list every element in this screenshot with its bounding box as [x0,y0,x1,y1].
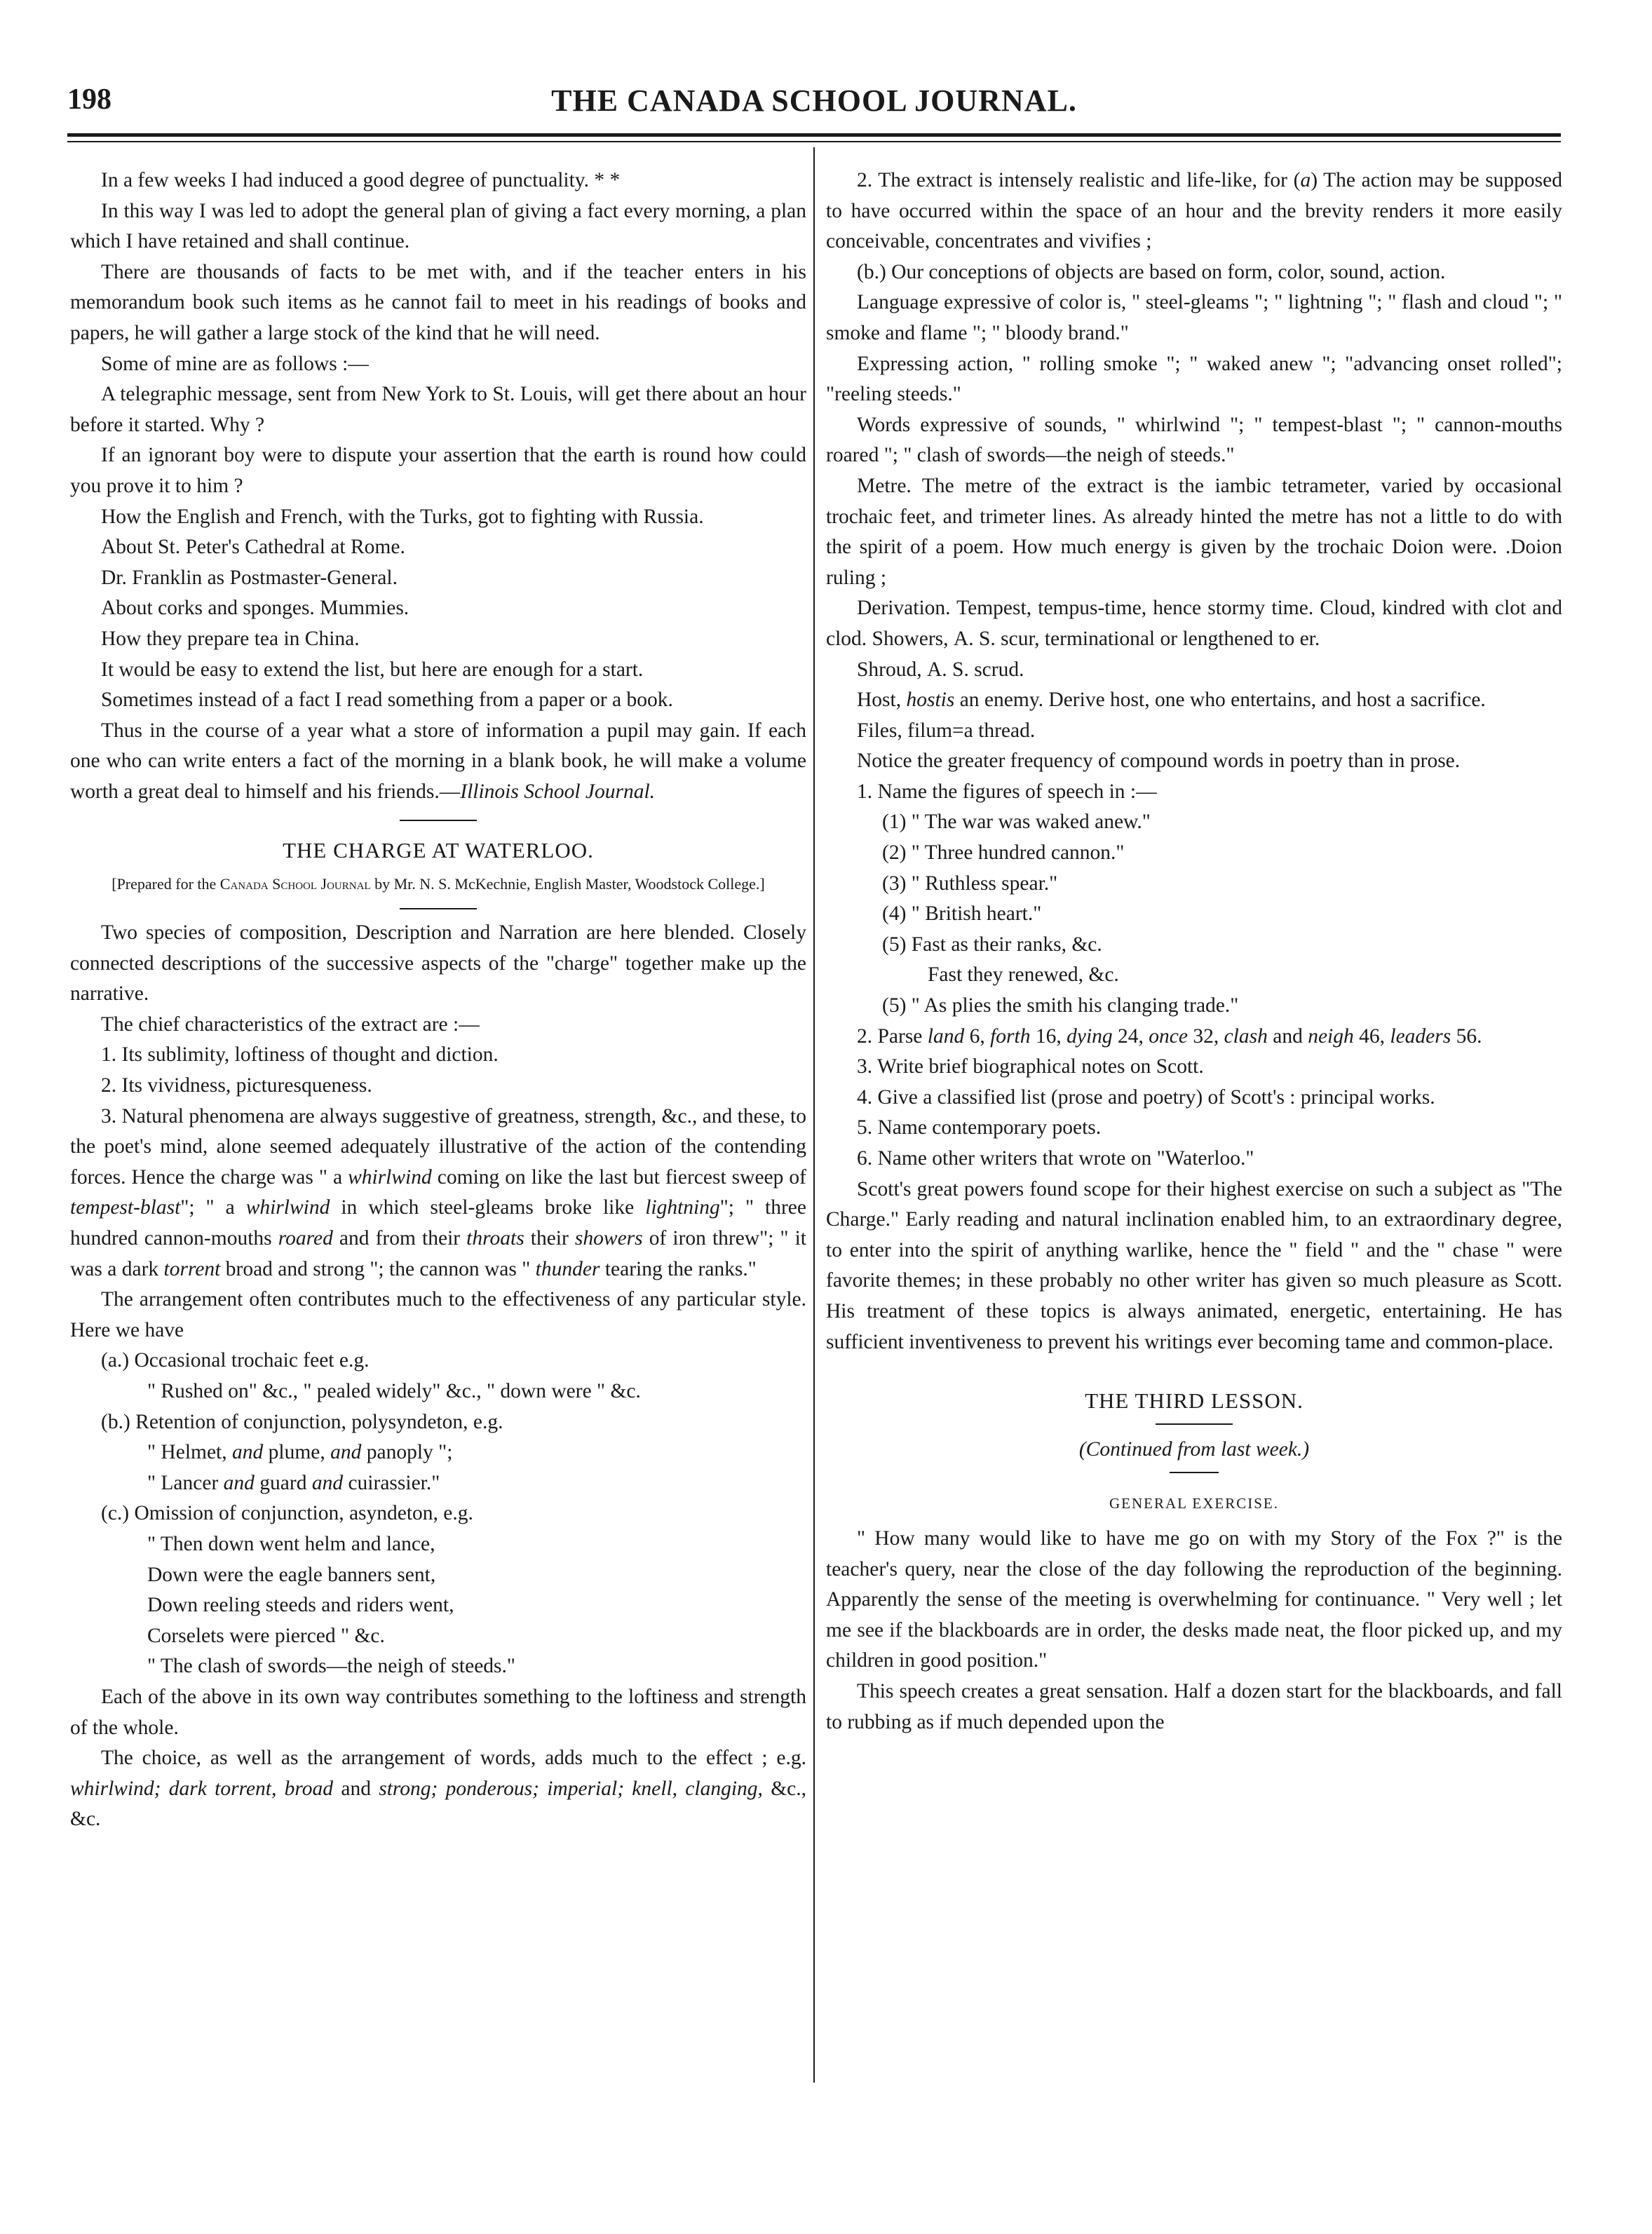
emphasis: strong; ponderous; imperial; knell, clanging, [379,1777,763,1800]
section-title-waterloo: THE CHARGE AT WATERLOO. [283,838,594,863]
paragraph: (b.) Our conceptions of objects are based on form, color, sound, action. [857,260,1446,283]
paragraph: A telegraphic message, sent from New York to St. Louis, will get there about an hour before it started. Why ? [70,383,806,436]
text-run: of iron threw"; " it was a dark [70,1227,806,1280]
text-run: guard [254,1471,312,1494]
abbreviation: A. S. [953,627,996,650]
text-run: 32, [1187,1024,1224,1048]
paragraph [826,165,1562,257]
emphasis: torrent [163,1257,221,1280]
text-run: " Lancer [147,1471,224,1494]
emphasis: and [311,1471,344,1494]
column-divider [813,147,815,2083]
list-item: 4. Give a classified list (prose and poetry) of Scott's : principal works. [857,1085,1435,1109]
text-run: by Mr. N. S. McKechnie, English Master, Woodstock College.] [370,875,765,893]
text-run: Derivation. Tempest, tempus-time, hence stormy time. Cloud, kindred with clot and clod. Showers, [826,597,1562,650]
emphasis: whirlwind [348,1165,432,1189]
paragraph: Sometimes instead of a fact I read something from a paper or a book. [101,689,673,712]
section-rule [400,820,477,821]
text-run: 2. The extract is intensely realistic and life-like, for ( [857,169,1301,191]
text-run: 3. Natural phenomena are always suggestive of greatness, strength, &c., and these, to the poet's mind, alone seemed adequately illustrative of the action of the contending forces. Hence the charge was " a [70,1104,806,1189]
text-run: Thus in the course of a year what a store of information a pupil may gain. If each one who can write enters a fact of the morning in a blank book, he will make a volume worth a great deal to himself and his friends.— [70,719,806,803]
section-title-third-lesson: THE THIRD LESSON. [1085,1388,1304,1414]
text-run: cuirassier." [343,1471,440,1494]
paragraph: It would be easy to extend the list, but here are enough for a start. [101,658,644,681]
paragraph: How the English and French, with the Turks, got to fighting with Russia. [101,505,704,528]
text-run: Host, [857,689,907,712]
paragraph: In a few weeks I had induced a good degree of punctuality. * * [101,169,621,191]
header-rule-thick [67,133,1561,137]
list-item: (c.) Omission of conjunction, asyndeton, e.g. [101,1502,473,1525]
page-header [67,83,1561,132]
list-item: (b.) Retention of conjunction, polysyndeton, e.g. [101,1410,503,1433]
subhead-general-exercise: GENERAL EXERCISE. [1109,1495,1280,1512]
paragraph: About St. Peter's Cathedral at Rome. [101,536,405,559]
text-run: "; " a [180,1196,246,1219]
continued-note: (Continued from last week.) [1078,1437,1310,1461]
sub-list-item: (3) " Ruthless spear." [882,872,1058,895]
emphasis: land [927,1024,965,1048]
left-column [70,165,806,1835]
section-rule [1156,1423,1233,1425]
text-run: and [1267,1024,1308,1048]
emphasis: leaders [1390,1024,1451,1048]
paragraph: Words expressive of sounds, " whirlwind "; " tempest-blast "; " cannon-mouths roared "; " clash of swords—the neigh of steeds." [826,413,1562,467]
text-run: 2. Parse [857,1024,928,1048]
paragraph: Metre. The metre of the extract is the iambic tetrameter, varied by occasional trochaic feet, and trimeter lines. As already hinted the metre has not a little to do with the spirit of a poem. How much energy is given by the trochaic Doion were. .Doion ruling ; [826,474,1562,589]
emphasis: once [1149,1024,1188,1048]
sub-list-item: (5) Fast as their ranks, &c. [882,933,1102,956]
verse-line: Down reeling steeds and riders went, [147,1594,454,1617]
text-run: [Prepared for the [111,875,220,893]
text-run: an enemy. Derive host, one who entertains, and host a sacrifice. [954,689,1486,712]
paragraph [826,655,1562,686]
emphasis: tempest-blast [70,1196,181,1219]
paragraph: " How many would like to have me go on with my Story of the Fox ?" is the teacher's query, near the close of the day following the reproduction of the beginning. Apparently the sense of the meeting is overwhelming for continuance. " Very well ; let me see if the blackboards are in order, the desks made neat, the floor picked up, and my children in good position." [826,1526,1562,1672]
paragraph: Dr. Franklin as Postmaster-General. [101,566,398,589]
text-run: plume, [263,1441,331,1464]
text-run: 6, [964,1024,991,1048]
paragraph: The arrangement often contributes much to the effectiveness of any particular style. Here we have [70,1288,806,1341]
paragraph [826,593,1562,654]
paragraph: This speech creates a great sensation. Half a dozen start for the blackboards, and fall to rubbing as if much depended upon the [826,1679,1562,1733]
paragraph: Some of mine are as follows :— [101,352,369,375]
paragraph: How they prepare tea in China. [101,627,360,650]
verse-line: " Then down went helm and lance, [147,1532,435,1555]
sub-list-item: (5) " As plies the smith his clanging trade." [882,994,1239,1017]
text-run: their [524,1227,575,1250]
paragraph [70,1743,806,1835]
abbreviation: A. S. [926,658,969,681]
text-run: The choice, as well as the arrangement of words, adds much to the effect ; e.g. [101,1747,806,1770]
text-run: 24, [1112,1024,1149,1048]
paragraph: Scott's great powers found scope for their highest exercise on such a subject as "The Charge." Early reading and natural inclination enabled him, to an extraordinary degree, to enter into the spirit of anything warlike, hence the " field " and the " chase " were favorite themes; in these probably no other writer has given so much pleasure as Scott. His treatment of these topics is always animated, energetic, entertaining. He has sufficient inventiveness to prevent his writings ever becoming tame and common-place. [826,1177,1562,1353]
paragraph [70,1102,806,1285]
paragraph: There are thousands of facts to be met with, and if the teacher enters in his memorandum book such items as he cannot fail to meet in his readings of books and papers, he will gather a large stock of the kind that he will need. [70,260,806,344]
emphasis: whirlwind [245,1196,330,1219]
list-item: 1. Its sublimity, loftiness of thought and diction. [101,1043,499,1067]
emphasis: forth [990,1024,1031,1048]
emphasis: clash [1224,1024,1268,1048]
emphasis: whirlwind; dark torrent, broad [70,1777,334,1800]
verse-line: Corselets were pierced " &c. [147,1624,385,1647]
section-rule [400,908,477,909]
verse-line: " The clash of swords—the neigh of steeds." [147,1655,515,1678]
list-item: 1. Name the figures of speech in :— [857,780,1157,803]
emphasis: showers [574,1227,643,1250]
example-line [70,1468,806,1499]
page-number: 198 [67,83,111,116]
list-item: 2. Its vividness, picturesqueness. [101,1074,372,1097]
emphasis: hostis [906,689,955,712]
text-run: Shroud, [857,658,927,681]
sub-list-item: (4) " British heart." [882,902,1042,926]
right-column [826,165,1562,1738]
paragraph [70,716,806,808]
text-run: 46, [1353,1024,1390,1048]
text-run: tearing the ranks." [600,1257,757,1280]
emphasis: and [223,1471,255,1494]
text-run: ) The action may be supposed to have occurred within the space of an hour and the brevity renders it more easily conceivable, concentrates and vivifies ; [826,169,1563,253]
emphasis: thunder [535,1257,600,1280]
emphasis: and [232,1441,264,1464]
emphasis: roared [278,1227,333,1250]
emphasis: neigh [1308,1024,1354,1048]
text-run: and [333,1777,379,1800]
paragraph: Each of the above in its own way contributes something to the loftiness and strength of the whole. [70,1685,806,1739]
paragraph: In this way I was led to adopt the general plan of giving a fact every morning, a plan which I have retained and shall continue. [70,199,806,253]
sub-list-item: Fast they renewed, &c. [928,963,1119,987]
verse-line: Down were the eagle banners sent, [147,1563,436,1586]
header-rule-thin [67,141,1561,142]
sub-list-item: (2) " Three hundred cannon." [882,841,1125,865]
text-run: 56. [1451,1024,1482,1048]
paragraph: The chief characteristics of the extract are :— [101,1013,480,1036]
text-run: in which steel-gleams broke like [330,1196,646,1219]
text-run: scrud. [968,658,1024,681]
paragraph: Files, filum=a thread. [857,719,1036,742]
emphasis: a [1300,169,1311,191]
text-run: panoply "; [361,1441,453,1464]
example-line: " Rushed on" &c., " pealed widely" &c., " down were " &c. [147,1379,641,1402]
text-run: &c., &c. [70,1777,807,1831]
text-run: " Helmet, [147,1441,232,1464]
text-run: "; " three hundred cannon-mouths [70,1196,806,1250]
text-run: 16, [1030,1024,1067,1048]
paragraph: Expressing action, " rolling smoke "; " waked anew "; "advancing onset rolled"; "reeling steeds." [826,352,1562,406]
list-item: 3. Write brief biographical notes on Scott. [857,1055,1204,1078]
example-line [70,1437,806,1468]
text-run: broad and strong "; the cannon was " [220,1257,536,1280]
text-run: scur, terminational or lengthened to er. [995,627,1320,650]
source-citation: Illinois School Journal. [460,780,656,803]
paragraph: If an ignorant boy were to dispute your assertion that the earth is round how could you prove it to him ? [70,444,806,497]
paragraph: Two species of composition, Description and Narration are here blended. Closely connected descriptions of the successive aspects of the "charge" together make up the narrative. [70,921,806,1006]
paragraph: Language expressive of color is, " steel-gleams "; " lightning "; " flash and cloud "; " smoke and flame "; " bloody brand." [826,291,1562,344]
journal-title: THE CANADA SCHOOL JOURNAL. [551,83,1077,118]
emphasis: and [330,1441,362,1464]
emphasis: dying [1067,1024,1113,1048]
text-run: coming on like the last but fiercest sweep of [431,1165,806,1189]
journal-name: Canada School Journal [219,875,371,893]
list-item: 6. Name other writers that wrote on "Waterloo." [857,1147,1254,1170]
emphasis: throats [466,1227,524,1250]
list-item [826,1022,1562,1052]
section-rule [1170,1472,1219,1473]
list-item: (a.) Occasional trochaic feet e.g. [101,1349,370,1372]
list-item: 5. Name contemporary poets. [857,1116,1102,1139]
paragraph [826,685,1562,716]
article-attribution [98,873,778,895]
paragraph: About corks and sponges. Mummies. [101,597,409,620]
text-run: and from their [332,1227,467,1250]
sub-list-item: (1) " The war was waked anew." [882,811,1151,834]
emphasis: lightning [645,1196,720,1219]
paragraph: Notice the greater frequency of compound words in poetry than in prose. [857,750,1461,773]
